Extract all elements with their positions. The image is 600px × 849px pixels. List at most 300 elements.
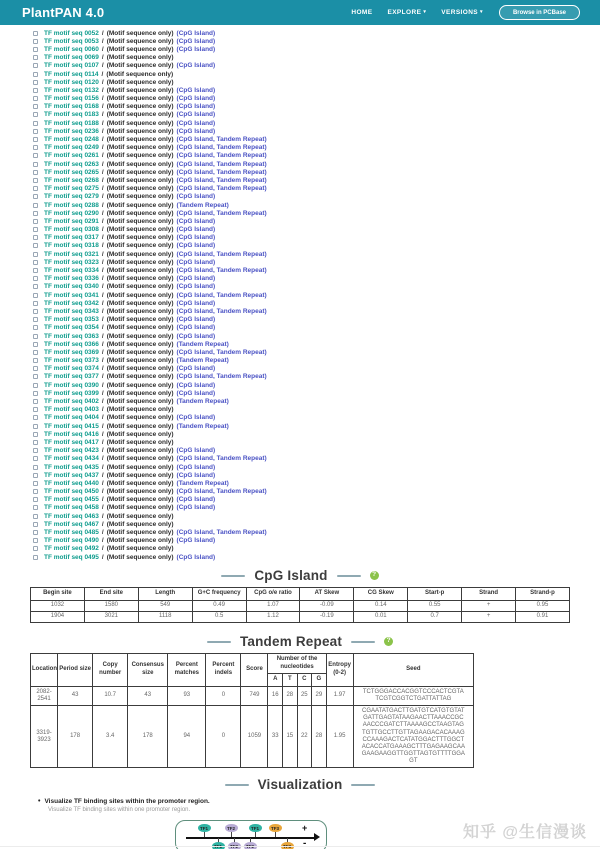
nav-item-label: VERSIONS: [441, 9, 479, 16]
motif-checkbox[interactable]: [33, 235, 38, 240]
separator: /: [101, 324, 104, 332]
title-dash-left: [225, 784, 249, 786]
motif-checkbox[interactable]: [33, 227, 38, 232]
tandem-cell-copy_number: 10.7: [93, 686, 128, 705]
separator: /: [101, 332, 104, 340]
motif-list-item: [33, 70, 600, 78]
cpg-column-header: G+C frequency: [192, 588, 246, 601]
motif-id-link[interactable]: TF motif seq 0290: [44, 209, 99, 217]
motif-id-link[interactable]: TF motif seq 0132: [44, 86, 99, 94]
nucleotide-group-header: Number of the nucleotides: [268, 654, 326, 674]
tandem-table-body: [31, 686, 474, 768]
motif-base-label: (Motif sequence only): [106, 201, 174, 209]
motif-base-label: (Motif sequence only): [106, 422, 174, 430]
motif-id-link[interactable]: TF motif seq 0268: [44, 176, 99, 184]
cpg-island-title-text: CpG Island: [254, 568, 328, 584]
motif-list-item: [33, 234, 600, 242]
motif-base-label: (Motif sequence only): [106, 504, 174, 512]
separator: /: [101, 398, 104, 406]
motif-list-item: [33, 29, 600, 37]
motif-id-link[interactable]: TF motif seq 0317: [44, 234, 99, 242]
motif-id-link[interactable]: TF motif seq 0373: [44, 357, 99, 365]
tandem-table-row: [31, 705, 474, 768]
motif-checkbox[interactable]: [33, 96, 38, 101]
motif-feature-tag: (Tandem Repeat): [176, 357, 229, 365]
separator: /: [101, 234, 104, 242]
tf-marker-tf2-minus-strand: [227, 838, 241, 849]
separator: /: [101, 373, 104, 381]
help-icon[interactable]: ?: [384, 637, 393, 646]
motif-list-item: [33, 537, 600, 545]
motif-checkbox[interactable]: [33, 465, 38, 470]
separator: /: [101, 111, 104, 119]
motif-feature-tag: (Tandem Repeat): [176, 479, 229, 487]
motif-id-link[interactable]: TF motif seq 0434: [44, 455, 99, 463]
motif-checkbox[interactable]: [33, 456, 38, 461]
motif-checkbox[interactable]: [33, 211, 38, 216]
motif-checkbox[interactable]: [33, 546, 38, 551]
motif-id-link[interactable]: TF motif seq 0107: [44, 62, 99, 70]
motif-list-item: [33, 127, 600, 135]
separator: /: [101, 136, 104, 144]
motif-list-item: [33, 78, 600, 86]
separator: /: [101, 389, 104, 397]
motif-id-link[interactable]: TF motif seq 0308: [44, 226, 99, 234]
motif-feature-tag: (CpG Island): [176, 471, 216, 479]
motif-base-label: (Motif sequence only): [106, 242, 174, 250]
motif-id-link[interactable]: TF motif seq 0403: [44, 406, 99, 414]
motif-checkbox[interactable]: [33, 153, 38, 158]
tandem-cell-score: 1059: [241, 705, 268, 768]
separator: /: [101, 422, 104, 430]
motif-checkbox[interactable]: [33, 284, 38, 289]
motif-base-label: (Motif sequence only): [106, 267, 174, 275]
motif-id-link[interactable]: TF motif seq 0423: [44, 447, 99, 455]
cpg-cell: +: [462, 600, 516, 611]
motif-feature-tag: (CpG Island): [176, 193, 216, 201]
separator: /: [101, 70, 104, 78]
motif-list-item: [33, 217, 600, 225]
motif-id-link[interactable]: TF motif seq 0353: [44, 316, 99, 324]
motif-id-link[interactable]: TF motif seq 0120: [44, 78, 99, 86]
motif-checkbox[interactable]: [33, 514, 38, 519]
separator: /: [101, 537, 104, 545]
cpg-cell: 0.7: [408, 611, 462, 622]
tandem-cell-percent_indels: 0: [206, 705, 241, 768]
motif-checkbox[interactable]: [33, 481, 38, 486]
motif-base-label: (Motif sequence only): [106, 168, 174, 176]
motif-checkbox[interactable]: [33, 538, 38, 543]
separator: /: [101, 414, 104, 422]
motif-list-item: [33, 176, 600, 184]
motif-feature-tag: (CpG Island, Tandem Repeat): [176, 307, 267, 315]
motif-base-label: (Motif sequence only): [106, 250, 174, 258]
motif-id-link[interactable]: TF motif seq 0374: [44, 365, 99, 373]
nav-item-home[interactable]: [351, 9, 372, 16]
motif-feature-tag: (CpG Island): [176, 62, 216, 70]
motif-checkbox[interactable]: [33, 129, 38, 134]
separator: /: [101, 316, 104, 324]
motif-checkbox[interactable]: [33, 374, 38, 379]
motif-checkbox[interactable]: [33, 301, 38, 306]
motif-checkbox[interactable]: [33, 88, 38, 93]
motif-feature-tag: (CpG Island): [176, 258, 216, 266]
motif-id-link[interactable]: TF motif seq 0053: [44, 37, 99, 45]
motif-id-link[interactable]: TF motif seq 0288: [44, 201, 99, 209]
motif-id-link[interactable]: TF motif seq 0377: [44, 373, 99, 381]
motif-list-item: [33, 103, 600, 111]
motif-list-item: [33, 144, 600, 152]
motif-id-link[interactable]: TF motif seq 0440: [44, 479, 99, 487]
motif-id-link[interactable]: TF motif seq 0485: [44, 529, 99, 537]
motif-list-item: [33, 373, 600, 381]
motif-list-item: [33, 414, 600, 422]
motif-feature-tag: (CpG Island, Tandem Repeat): [176, 185, 267, 193]
motif-checkbox[interactable]: [33, 252, 38, 257]
cpg-cell: 0.5: [192, 611, 246, 622]
tandem-cell-G: 29: [312, 686, 327, 705]
motif-checkbox[interactable]: [33, 260, 38, 265]
motif-id-link[interactable]: TF motif seq 0463: [44, 512, 99, 520]
motif-id-link[interactable]: TF motif seq 0060: [44, 45, 99, 53]
visualization-title-text: Visualization: [257, 777, 343, 793]
motif-checkbox[interactable]: [33, 358, 38, 363]
motif-checkbox[interactable]: [33, 170, 38, 175]
footer-divider: [0, 846, 600, 847]
motif-list-item: [33, 496, 600, 504]
motif-checkbox[interactable]: [33, 63, 38, 68]
motif-base-label: (Motif sequence only): [106, 553, 174, 561]
motif-checkbox[interactable]: [33, 391, 38, 396]
motif-list-item: [33, 553, 600, 561]
motif-id-link[interactable]: TF motif seq 0455: [44, 496, 99, 504]
motif-checkbox[interactable]: [33, 350, 38, 355]
motif-id-link[interactable]: TF motif seq 0341: [44, 291, 99, 299]
motif-id-link[interactable]: TF motif seq 0334: [44, 267, 99, 275]
motif-id-link[interactable]: TF motif seq 0291: [44, 217, 99, 225]
cpg-cell: 549: [138, 600, 192, 611]
motif-id-link[interactable]: TF motif seq 0417: [44, 438, 99, 446]
tandem-column-header: Copy number: [93, 654, 128, 687]
motif-checkbox[interactable]: [33, 293, 38, 298]
tf-marker-tf1-plus-strand: [248, 824, 262, 837]
motif-checkbox[interactable]: [33, 178, 38, 183]
motif-list-item: [33, 291, 600, 299]
separator: /: [101, 340, 104, 348]
motif-id-link[interactable]: TF motif seq 0399: [44, 389, 99, 397]
tf-bubble-label: TF1: [212, 842, 225, 849]
motif-id-link[interactable]: TF motif seq 0366: [44, 340, 99, 348]
motif-id-link[interactable]: TF motif seq 0402: [44, 398, 99, 406]
motif-feature-tag: (CpG Island): [176, 324, 216, 332]
motif-checkbox[interactable]: [33, 276, 38, 281]
motif-id-link[interactable]: TF motif seq 0369: [44, 348, 99, 356]
motif-id-link[interactable]: TF motif seq 0354: [44, 324, 99, 332]
motif-checkbox[interactable]: [33, 497, 38, 502]
motif-base-label: (Motif sequence only): [106, 103, 174, 111]
motif-list-item: [33, 357, 600, 365]
axis-arrowhead-icon: [314, 833, 320, 841]
motif-id-link[interactable]: TF motif seq 0248: [44, 136, 99, 144]
tf-marker-tf1-plus-strand: [197, 824, 211, 837]
motif-id-link[interactable]: TF motif seq 0156: [44, 95, 99, 103]
motif-checkbox[interactable]: [33, 325, 38, 330]
motif-base-label: (Motif sequence only): [106, 144, 174, 152]
motif-id-link[interactable]: TF motif seq 0437: [44, 471, 99, 479]
browse-pcbase-button[interactable]: Browse in PCBase: [499, 5, 580, 20]
tandem-cell-C: 22: [297, 705, 312, 768]
separator: /: [101, 406, 104, 414]
cpg-cell: 1580: [84, 600, 138, 611]
motif-feature-tag: (CpG Island): [176, 111, 216, 119]
motif-base-label: (Motif sequence only): [106, 127, 174, 135]
separator: /: [101, 29, 104, 37]
motif-feature-tag: (CpG Island): [176, 283, 216, 291]
motif-list-item: [33, 316, 600, 324]
motif-base-label: (Motif sequence only): [106, 119, 174, 127]
cpg-table-row: [31, 611, 570, 622]
motif-list-item: [33, 488, 600, 496]
motif-list-item: [33, 119, 600, 127]
chevron-down-icon: ▾: [423, 9, 427, 15]
motif-base-label: (Motif sequence only): [106, 193, 174, 201]
motif-id-link[interactable]: TF motif seq 0069: [44, 54, 99, 62]
separator: /: [101, 160, 104, 168]
motif-list-item: [33, 258, 600, 266]
tf-marker-tf2-plus-strand: [224, 824, 238, 837]
motif-feature-tag: (CpG Island): [176, 365, 216, 373]
motif-checkbox[interactable]: [33, 104, 38, 109]
motif-base-label: (Motif sequence only): [106, 430, 174, 438]
motif-checkbox[interactable]: [33, 555, 38, 560]
motif-checkbox[interactable]: [33, 309, 38, 314]
motif-checkbox[interactable]: [33, 112, 38, 117]
cpg-cell: +: [462, 611, 516, 622]
visualization-bullet-subtitle: Visualize TF binding sites within one promoter region.: [48, 806, 191, 813]
motif-feature-tag: (CpG Island): [176, 389, 216, 397]
motif-checkbox[interactable]: [33, 162, 38, 167]
motif-id-link[interactable]: TF motif seq 0265: [44, 168, 99, 176]
motif-list-item: [33, 504, 600, 512]
motif-checkbox[interactable]: [33, 55, 38, 60]
motif-checkbox[interactable]: [33, 505, 38, 510]
motif-id-link[interactable]: TF motif seq 0467: [44, 520, 99, 528]
motif-id-link[interactable]: TF motif seq 0261: [44, 152, 99, 160]
motif-checkbox[interactable]: [33, 473, 38, 478]
motif-checkbox[interactable]: [33, 383, 38, 388]
tandem-cell-T: 15: [283, 705, 298, 768]
motif-base-label: (Motif sequence only): [106, 357, 174, 365]
motif-checkbox[interactable]: [33, 489, 38, 494]
cpg-cell: 0.14: [354, 600, 408, 611]
motif-checkbox[interactable]: [33, 440, 38, 445]
motif-id-link[interactable]: TF motif seq 0114: [44, 70, 99, 78]
tf-bubble-label: TF1: [198, 824, 211, 833]
motif-feature-tag: (CpG Island, Tandem Repeat): [176, 136, 267, 144]
motif-checkbox[interactable]: [33, 448, 38, 453]
motif-id-link[interactable]: TF motif seq 0404: [44, 414, 99, 422]
motif-checkbox[interactable]: [33, 194, 38, 199]
separator: /: [101, 438, 104, 446]
motif-checkbox[interactable]: [33, 80, 38, 85]
motif-feature-tag: (CpG Island, Tandem Repeat): [176, 488, 267, 496]
motif-base-label: (Motif sequence only): [106, 537, 174, 545]
motif-checkbox[interactable]: [33, 268, 38, 273]
motif-checkbox[interactable]: [33, 399, 38, 404]
motif-checkbox[interactable]: [33, 243, 38, 248]
separator: /: [101, 62, 104, 70]
title-dash-right: [351, 641, 375, 643]
motif-feature-tag: (CpG Island, Tandem Repeat): [176, 529, 267, 537]
motif-checkbox[interactable]: [33, 342, 38, 347]
tf-bubble-label: TF1: [249, 824, 262, 833]
motif-list-item: [33, 95, 600, 103]
motif-id-link[interactable]: TF motif seq 0390: [44, 381, 99, 389]
separator: /: [101, 95, 104, 103]
header-right: [351, 5, 580, 20]
motif-checkbox[interactable]: [33, 31, 38, 36]
motif-checkbox[interactable]: [33, 186, 38, 191]
motif-base-label: (Motif sequence only): [106, 136, 174, 144]
separator: /: [101, 545, 104, 553]
motif-id-link[interactable]: TF motif seq 0249: [44, 144, 99, 152]
motif-feature-tag: (CpG Island): [176, 103, 216, 111]
motif-base-label: (Motif sequence only): [106, 226, 174, 234]
separator: /: [101, 185, 104, 193]
motif-id-link[interactable]: TF motif seq 0168: [44, 103, 99, 111]
tandem-cell-A: 33: [268, 705, 283, 768]
separator: /: [101, 250, 104, 258]
motif-checkbox[interactable]: [33, 39, 38, 44]
motif-id-link[interactable]: TF motif seq 0492: [44, 545, 99, 553]
motif-base-label: (Motif sequence only): [106, 471, 174, 479]
motif-base-label: (Motif sequence only): [106, 152, 174, 160]
motif-checkbox[interactable]: [33, 203, 38, 208]
tandem-cell-C: 25: [297, 686, 312, 705]
motif-checkbox[interactable]: [33, 72, 38, 77]
separator: /: [101, 209, 104, 217]
tandem-cell-consensus_size: 178: [128, 705, 168, 768]
cpg-island-section-title: [0, 568, 600, 583]
separator: /: [101, 381, 104, 389]
motif-list-item: [33, 275, 600, 283]
motif-base-label: (Motif sequence only): [106, 70, 174, 78]
motif-id-link[interactable]: TF motif seq 0342: [44, 299, 99, 307]
motif-checkbox[interactable]: [33, 47, 38, 52]
motif-id-link[interactable]: TF motif seq 0052: [44, 29, 99, 37]
separator: /: [101, 488, 104, 496]
motif-list: [0, 25, 600, 561]
motif-id-link[interactable]: TF motif seq 0263: [44, 160, 99, 168]
motif-base-label: (Motif sequence only): [106, 111, 174, 119]
motif-checkbox[interactable]: [33, 137, 38, 142]
plantpan-logo[interactable]: PlantPAN 4.0: [22, 5, 105, 20]
motif-base-label: (Motif sequence only): [106, 340, 174, 348]
tandem-repeat-title-text: Tandem Repeat: [239, 634, 343, 650]
motif-feature-tag: (CpG Island, Tandem Repeat): [176, 209, 267, 217]
motif-base-label: (Motif sequence only): [106, 217, 174, 225]
nav-item-explore[interactable]: [387, 9, 426, 16]
motif-list-item: [33, 86, 600, 94]
motif-list-item: [33, 193, 600, 201]
motif-checkbox[interactable]: [33, 432, 38, 437]
separator: /: [101, 479, 104, 487]
nucleotide-column-header: A: [268, 674, 283, 687]
motif-id-link[interactable]: TF motif seq 0450: [44, 488, 99, 496]
motif-base-label: (Motif sequence only): [106, 234, 174, 242]
motif-checkbox[interactable]: [33, 366, 38, 371]
motif-base-label: (Motif sequence only): [106, 545, 174, 553]
motif-feature-tag: (CpG Island): [176, 45, 216, 53]
separator: /: [101, 348, 104, 356]
motif-feature-tag: (CpG Island): [176, 234, 216, 242]
motif-checkbox[interactable]: [33, 522, 38, 527]
tandem-cell-location: 2082-2541: [31, 686, 58, 705]
motif-id-link[interactable]: TF motif seq 0275: [44, 185, 99, 193]
nucleotide-column-header: T: [283, 674, 298, 687]
motif-id-link[interactable]: TF motif seq 0323: [44, 258, 99, 266]
motif-list-item: [33, 520, 600, 528]
cpg-cell: 1904: [31, 611, 85, 622]
motif-id-link[interactable]: TF motif seq 0321: [44, 250, 99, 258]
motif-list-item: [33, 242, 600, 250]
motif-base-label: (Motif sequence only): [106, 496, 174, 504]
motif-id-link[interactable]: TF motif seq 0336: [44, 275, 99, 283]
motif-checkbox[interactable]: [33, 334, 38, 339]
nucleotide-column-header: G: [312, 674, 327, 687]
motif-id-link[interactable]: TF motif seq 0416: [44, 430, 99, 438]
motif-id-link[interactable]: TF motif seq 0415: [44, 422, 99, 430]
motif-id-link[interactable]: TF motif seq 0343: [44, 307, 99, 315]
motif-checkbox[interactable]: [33, 407, 38, 412]
motif-feature-tag: (CpG Island): [176, 37, 216, 45]
tandem-cell-G: 28: [312, 705, 327, 768]
motif-feature-tag: (CpG Island): [176, 316, 216, 324]
motif-feature-tag: (CpG Island): [176, 226, 216, 234]
motif-list-item: [33, 111, 600, 119]
motif-id-link[interactable]: TF motif seq 0458: [44, 504, 99, 512]
separator: /: [101, 176, 104, 184]
motif-id-link[interactable]: TF motif seq 0363: [44, 332, 99, 340]
tandem-cell-percent_matches: 94: [168, 705, 206, 768]
motif-id-link[interactable]: TF motif seq 0435: [44, 463, 99, 471]
motif-checkbox[interactable]: [33, 530, 38, 535]
motif-id-link[interactable]: TF motif seq 0340: [44, 283, 99, 291]
motif-id-link[interactable]: TF motif seq 0318: [44, 242, 99, 250]
motif-id-link[interactable]: TF motif seq 0236: [44, 127, 99, 135]
minus-strand-label: -: [303, 837, 307, 849]
motif-id-link[interactable]: TF motif seq 0188: [44, 119, 99, 127]
motif-id-link[interactable]: TF motif seq 0279: [44, 193, 99, 201]
motif-base-label: (Motif sequence only): [106, 398, 174, 406]
title-dash-right: [337, 575, 361, 577]
motif-id-link[interactable]: TF motif seq 0495: [44, 553, 99, 561]
help-icon[interactable]: ?: [370, 571, 379, 580]
tandem-column-header: Period size: [58, 654, 93, 687]
motif-checkbox[interactable]: [33, 415, 38, 420]
motif-checkbox[interactable]: [33, 317, 38, 322]
motif-checkbox[interactable]: [33, 424, 38, 429]
motif-feature-tag: (CpG Island, Tandem Repeat): [176, 152, 267, 160]
motif-checkbox[interactable]: [33, 145, 38, 150]
motif-checkbox[interactable]: [33, 121, 38, 126]
separator: /: [101, 430, 104, 438]
motif-feature-tag: (CpG Island): [176, 537, 216, 545]
motif-checkbox[interactable]: [33, 219, 38, 224]
motif-id-link[interactable]: TF motif seq 0490: [44, 537, 99, 545]
nav-item-versions[interactable]: [441, 9, 483, 16]
motif-id-link[interactable]: TF motif seq 0183: [44, 111, 99, 119]
